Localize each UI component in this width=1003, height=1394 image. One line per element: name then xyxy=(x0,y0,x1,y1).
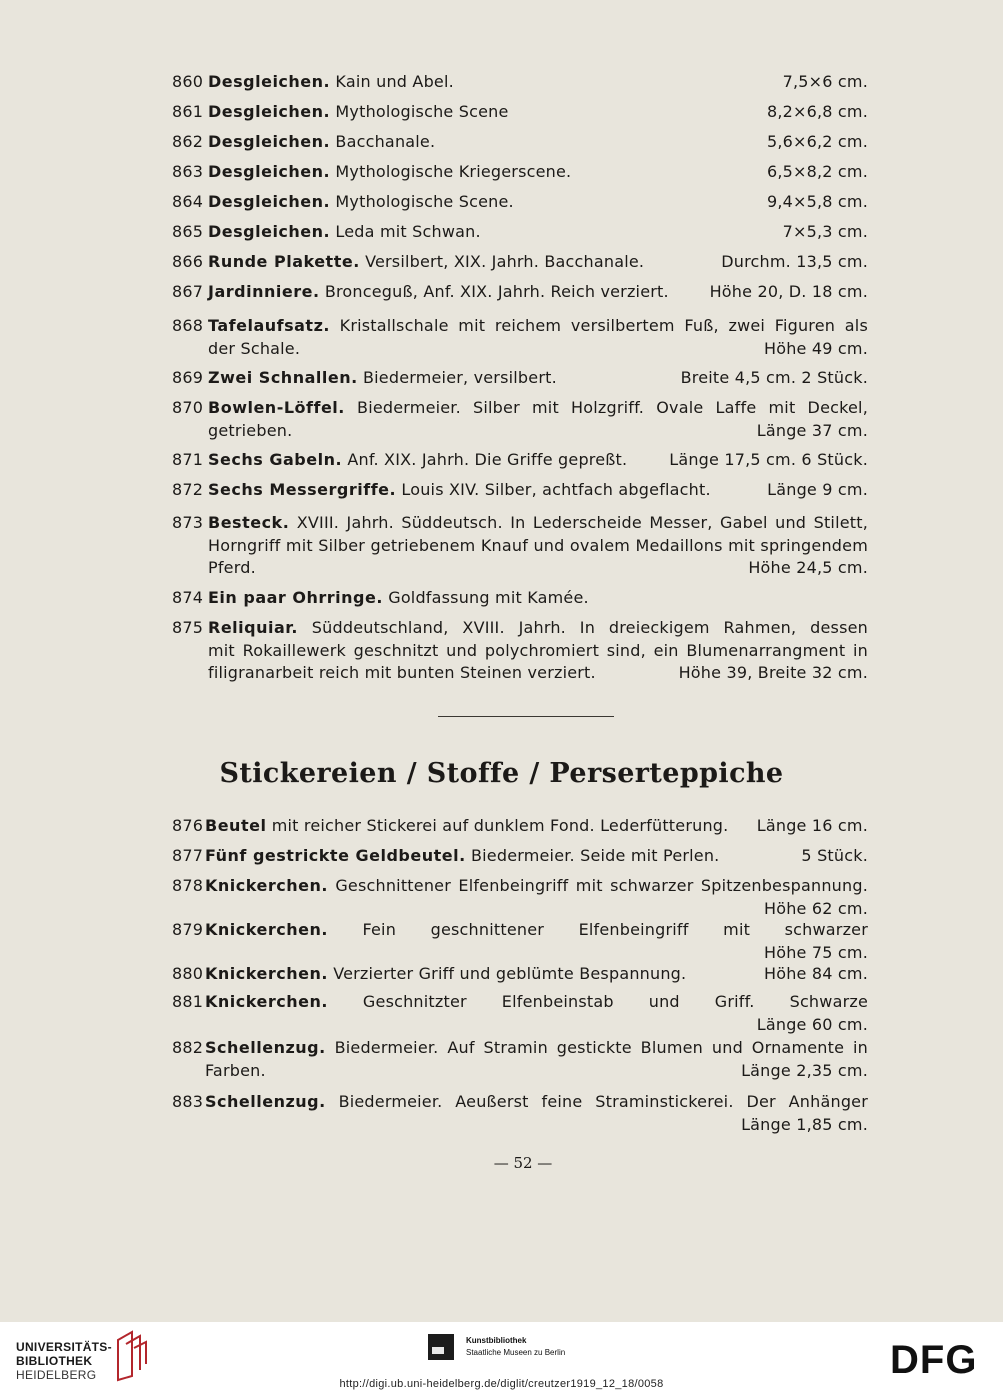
entry-line xyxy=(172,640,868,663)
entry-title: Sechs Messergriffe. xyxy=(208,480,397,499)
entry-title: Besteck. xyxy=(208,513,290,532)
entry-description: der Schale. xyxy=(208,338,301,358)
ub-emblem-icon xyxy=(112,1330,148,1382)
entry-measurement: Länge 37 cm. xyxy=(756,420,868,440)
entry-description: Leda mit Schwan. xyxy=(335,222,481,241)
entry-description: XVIII. Jahrh. Süddeutsch. In Lederscheide Messer, Gabel und Stilett, xyxy=(296,513,868,532)
page-number: — 52 — xyxy=(493,1154,553,1172)
entry-measurement: Breite 4,5 cm. 2 Stück. xyxy=(680,368,868,387)
kunstbibliothek-icon xyxy=(428,1334,454,1360)
entry-description: Mythologische Scene xyxy=(335,102,509,121)
entry-title: Desgleichen. xyxy=(208,192,331,211)
catalog-entry xyxy=(172,919,868,964)
entry-line xyxy=(172,1037,868,1060)
entry-measurement: 5 Stück. xyxy=(801,846,868,865)
entry-title: Knickerchen. xyxy=(205,964,328,983)
catalog-entry xyxy=(172,191,868,214)
entry-line xyxy=(172,898,868,921)
entry-title: Fünf gestrickte Geldbeutel. xyxy=(205,846,466,865)
entry-line xyxy=(172,963,868,986)
catalog-entry xyxy=(172,815,868,838)
catalog-entry xyxy=(172,587,868,610)
dfg-logo[interactable]: DFG xyxy=(890,1338,978,1382)
catalog-entry xyxy=(172,251,868,274)
entry-description: Bacchanale. xyxy=(335,132,436,151)
entry-measurement: Durchm. 13,5 cm. xyxy=(721,252,868,271)
entry-line xyxy=(172,991,868,1014)
footer-bar xyxy=(0,1322,1003,1394)
catalog-entry xyxy=(172,845,868,868)
library-name-line3: HEIDELBERG xyxy=(16,1368,97,1382)
entry-title: Beutel xyxy=(205,816,267,835)
entry-description: getrieben. xyxy=(208,420,293,440)
entry-number: 860 xyxy=(172,72,204,91)
permalink-url[interactable]: http://digi.ub.uni-heidelberg.de/diglit/creutzer1919_12_18/0058 xyxy=(339,1378,664,1390)
entry-title: Desgleichen. xyxy=(208,102,331,121)
entry-line xyxy=(172,131,868,154)
entry-number: 870 xyxy=(172,398,204,417)
entry-line xyxy=(172,1091,868,1114)
entry-description: Geschnittener Elfenbeingriff mit schwarzer Spitzenbespannung. xyxy=(335,876,868,895)
entry-title: Knickerchen. xyxy=(205,920,328,939)
entry-description: Pferd. xyxy=(208,558,256,577)
entry-line xyxy=(172,1114,868,1137)
entry-measurement: 5,6×6,2 cm. xyxy=(766,132,868,151)
entry-line xyxy=(172,397,868,420)
entry-title: Schellenzug. xyxy=(205,1092,326,1111)
library-name-line2: BIBLIOTHEK xyxy=(16,1354,93,1368)
entry-number: 873 xyxy=(172,513,204,532)
entry-measurement: Länge 1,85 cm. xyxy=(741,1114,868,1134)
entry-measurement: 8,2×6,8 cm. xyxy=(766,102,868,121)
entry-measurement: Höhe 75 cm. xyxy=(763,942,868,962)
entry-measurement: Höhe 84 cm. xyxy=(763,964,868,983)
catalog-entry xyxy=(172,367,868,390)
entry-description: Biedermeier. Silber mit Holzgriff. Ovale Laffe mit Deckel, xyxy=(357,398,868,417)
entry-line xyxy=(172,251,868,274)
section-divider xyxy=(438,716,614,717)
entry-title: Knickerchen. xyxy=(205,876,328,895)
entry-number: 882 xyxy=(172,1038,204,1057)
entry-title: Jardinniere. xyxy=(208,282,320,301)
entry-line xyxy=(172,367,868,390)
entry-line xyxy=(172,281,868,304)
entry-description: Anf. XIX. Jahrh. Die Griffe gepreßt. xyxy=(347,450,628,469)
entry-measurement: Höhe 24,5 cm. xyxy=(748,558,868,577)
entry-title: Zwei Schnallen. xyxy=(208,368,358,387)
catalog-entry xyxy=(172,991,868,1036)
entry-measurement: Länge 2,35 cm. xyxy=(741,1060,868,1080)
entry-description: Biedermeier, versilbert. xyxy=(362,368,557,387)
entry-number: 868 xyxy=(172,316,204,335)
entry-number: 862 xyxy=(172,132,204,151)
entry-line xyxy=(172,338,868,361)
entry-description: Verzierter Griff und geblümte Bespannung. xyxy=(333,964,687,983)
entry-description: filigranarbeit reich mit bunten Steinen verziert. xyxy=(208,663,596,682)
section-heading: Stickereien / Stoffe / Perserteppiche xyxy=(219,758,784,789)
kunstbibliothek-logo[interactable] xyxy=(428,1332,628,1362)
entry-measurement: 6,5×8,2 cm. xyxy=(766,162,868,181)
entry-line xyxy=(172,815,868,838)
entry-number: 867 xyxy=(172,282,204,301)
catalog-entry xyxy=(172,449,868,472)
entry-number: 879 xyxy=(172,920,204,939)
entry-measurement: 9,4×5,8 cm. xyxy=(766,192,868,211)
entry-number: 865 xyxy=(172,222,204,241)
entry-description: Biedermeier. Seide mit Perlen. xyxy=(470,846,720,865)
entry-title: Tafelaufsatz. xyxy=(208,316,330,335)
catalog-entry xyxy=(172,479,868,502)
catalog-entry xyxy=(172,512,868,580)
catalog-entry xyxy=(172,221,868,244)
entry-number: 881 xyxy=(172,992,204,1011)
entry-line xyxy=(172,191,868,214)
entry-line xyxy=(172,845,868,868)
entry-measurement: Höhe 39, Breite 32 cm. xyxy=(678,663,868,682)
entry-number: 877 xyxy=(172,846,204,865)
catalog-entry xyxy=(172,1037,868,1082)
entry-line xyxy=(172,161,868,184)
entry-number: 883 xyxy=(172,1092,204,1111)
entry-description: Kain und Abel. xyxy=(335,72,454,91)
entry-title: Desgleichen. xyxy=(208,132,331,151)
catalog-entry xyxy=(172,71,868,94)
entry-title: Schellenzug. xyxy=(205,1038,326,1057)
entry-measurement: 7×5,3 cm. xyxy=(782,222,868,241)
entry-description: Biedermeier. Auf Stramin gestickte Blumen und Ornamente in xyxy=(334,1038,868,1057)
entry-description: Mythologische Scene. xyxy=(335,192,514,211)
entry-line xyxy=(172,557,868,580)
entry-line xyxy=(172,919,868,942)
entry-description: Mythologische Kriegerscene. xyxy=(335,162,572,181)
entry-line xyxy=(172,512,868,535)
entry-description: mit reicher Stickerei auf dunklem Fond. Lederfütterung. xyxy=(271,816,729,835)
entry-line xyxy=(172,101,868,124)
entry-measurement: Länge 9 cm. xyxy=(767,480,868,499)
entry-line xyxy=(172,535,868,558)
entry-description: Goldfassung mit Kamée. xyxy=(388,588,589,607)
entry-description: Horngriff mit Silber getriebenem Knauf und ovalem Medaillons mit springendem xyxy=(208,535,868,555)
entry-measurement: Höhe 20, D. 18 cm. xyxy=(709,282,868,301)
kb-subname: Staatliche Museen zu Berlin xyxy=(466,1348,566,1357)
catalog-entry xyxy=(172,161,868,184)
entry-title: Sechs Gabeln. xyxy=(208,450,343,469)
catalog-entry xyxy=(172,1091,868,1136)
entry-number: 861 xyxy=(172,102,204,121)
catalog-entry xyxy=(172,315,868,360)
entry-measurement: 7,5×6 cm. xyxy=(782,72,868,91)
entry-number: 874 xyxy=(172,588,204,607)
entry-line xyxy=(172,942,868,965)
entry-title: Ein paar Ohrringe. xyxy=(208,588,383,607)
entry-description: Louis XIV. Silber, achtfach abgeflacht. xyxy=(401,480,711,499)
entry-measurement: Länge 17,5 cm. 6 Stück. xyxy=(669,450,868,469)
entry-number: 866 xyxy=(172,252,204,271)
entry-number: 876 xyxy=(172,816,204,835)
entry-measurement: Höhe 62 cm. xyxy=(763,898,868,918)
entry-line xyxy=(172,449,868,472)
catalog-entry xyxy=(172,963,868,986)
entry-line xyxy=(172,479,868,502)
entry-measurement: Länge 60 cm. xyxy=(756,1014,868,1034)
entry-number: 872 xyxy=(172,480,204,499)
entry-description: Geschnitzter Elfenbeinstab und Griff. Schwarze xyxy=(362,992,868,1011)
entry-number: 871 xyxy=(172,450,204,469)
entry-title: Knickerchen. xyxy=(205,992,328,1011)
entry-number: 875 xyxy=(172,618,204,637)
entry-line xyxy=(172,420,868,443)
kb-name: Kunstbibliothek xyxy=(466,1336,527,1345)
entry-number: 869 xyxy=(172,368,204,387)
entry-description: Farben. xyxy=(205,1060,266,1080)
catalog-entry xyxy=(172,397,868,442)
entry-line xyxy=(172,662,868,685)
entry-line xyxy=(172,587,868,610)
entry-description: Süddeutschland, XVIII. Jahrh. In dreieckigem Rahmen, dessen xyxy=(311,618,868,637)
entry-line xyxy=(172,1014,868,1037)
entry-line xyxy=(172,221,868,244)
entry-description: Versilbert, XIX. Jahrh. Bacchanale. xyxy=(365,252,645,271)
entry-number: 880 xyxy=(172,964,204,983)
catalog-entry xyxy=(172,617,868,685)
entry-title: Reliquiar. xyxy=(208,618,298,637)
entry-title: Desgleichen. xyxy=(208,222,331,241)
catalog-entry xyxy=(172,101,868,124)
entry-description: Kristallschale mit reichem versilbertem Fuß, zwei Figuren als xyxy=(339,316,868,335)
entry-description: mit Rokaillewerk geschnitzt und polychromiert sind, ein Blumenarrangment in xyxy=(208,640,868,660)
entry-line xyxy=(172,617,868,640)
entry-description: Biedermeier. Aeußerst feine Straminstickerei. Der Anhänger xyxy=(338,1092,868,1111)
entry-measurement: Länge 16 cm. xyxy=(756,816,868,835)
entry-title: Desgleichen. xyxy=(208,72,331,91)
entry-line xyxy=(172,71,868,94)
library-name-line1: UNIVERSITÄTS- xyxy=(16,1340,112,1354)
entry-description: Bronceguß, Anf. XIX. Jahrh. Reich verziert. xyxy=(324,282,669,301)
entry-title: Bowlen-Löffel. xyxy=(208,398,345,417)
entry-line xyxy=(172,315,868,338)
catalog-entry xyxy=(172,875,868,920)
entry-number: 863 xyxy=(172,162,204,181)
entry-number: 864 xyxy=(172,192,204,211)
catalog-entry xyxy=(172,281,868,304)
entry-description: Fein geschnittener Elfenbeingriff mit schwarzer xyxy=(362,920,868,939)
entry-number: 878 xyxy=(172,876,204,895)
catalog-entry xyxy=(172,131,868,154)
entry-line xyxy=(172,875,868,898)
entry-title: Runde Plakette. xyxy=(208,252,360,271)
entry-measurement: Höhe 49 cm. xyxy=(763,338,868,358)
entry-title: Desgleichen. xyxy=(208,162,331,181)
entry-line xyxy=(172,1060,868,1083)
